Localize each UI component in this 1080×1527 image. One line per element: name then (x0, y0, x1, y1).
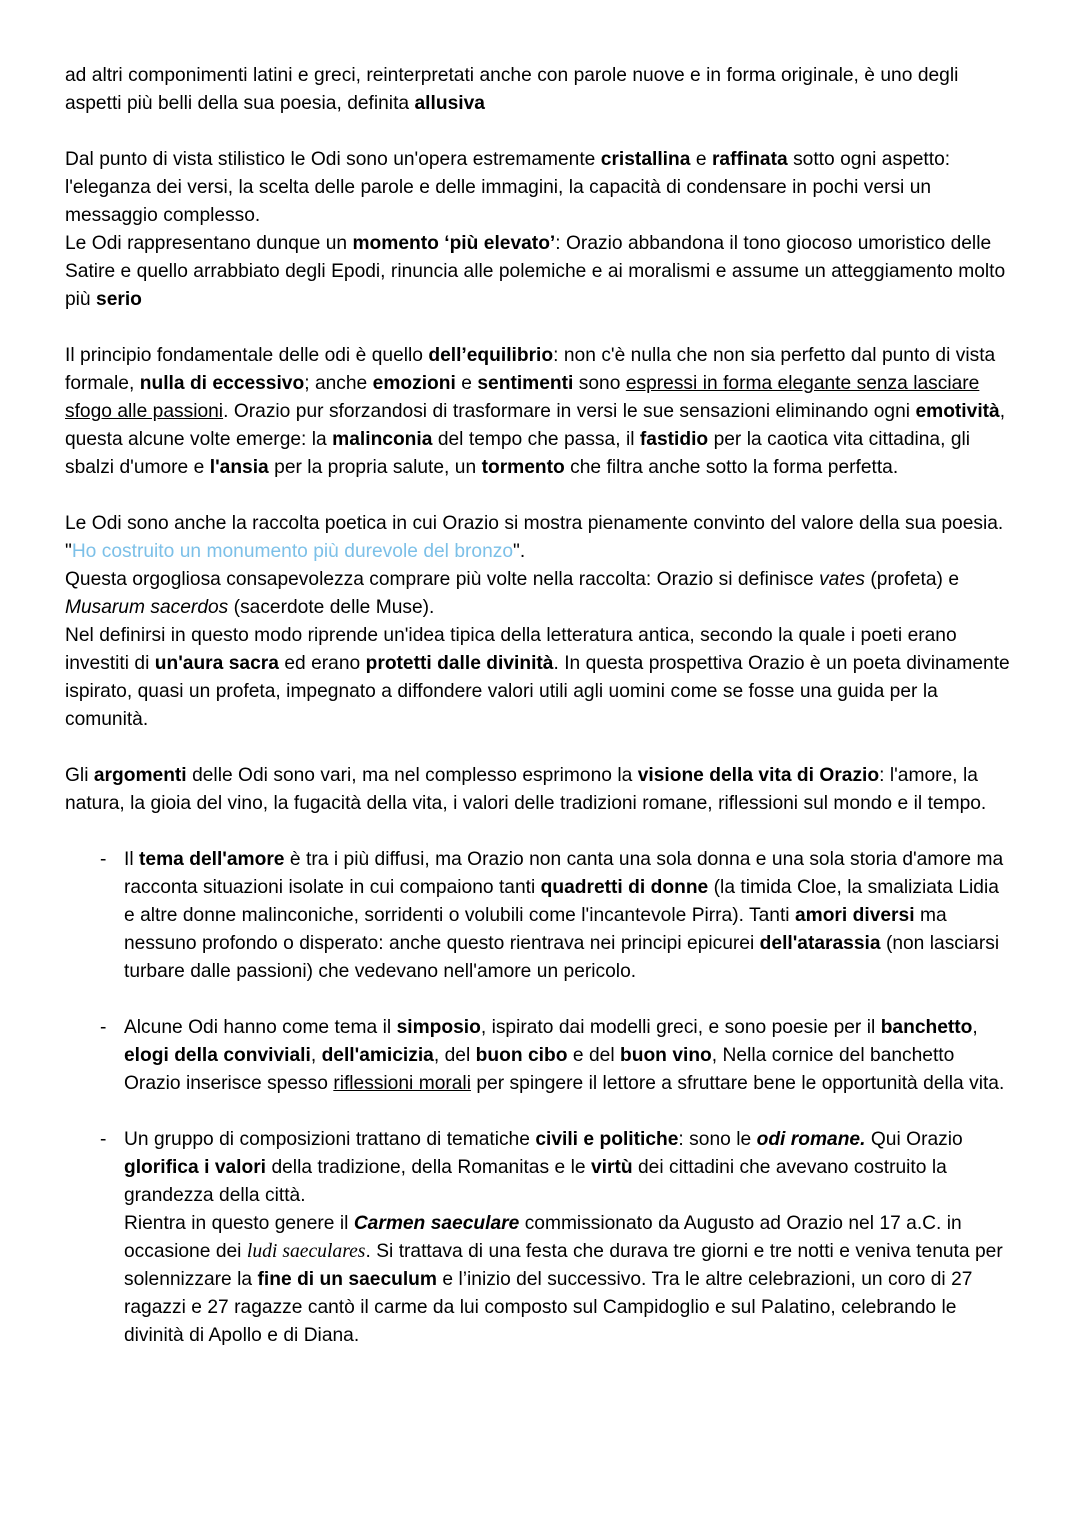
paragraph-spacer (65, 818, 1010, 846)
b2-text-6: e del (567, 1045, 621, 1066)
b2-text-3: , (972, 1017, 978, 1038)
p3-emphasis-emozioni: emozioni (372, 373, 456, 394)
b3-emphasis-civili-politiche: civili e politiche (535, 1129, 679, 1150)
b2-text-7: , Nella cornice del banchetto Orazio inserisce spesso (124, 1045, 955, 1094)
b2-text-4: , (310, 1045, 322, 1066)
p3-text-6: . Orazio pur sforzandosi di trasformare in versi le sue sensazioni eliminando ogni (223, 401, 916, 422)
b3-emphasis-carmen-saeculare: Carmen saeculare (353, 1213, 520, 1234)
p5-text-2: delle Odi sono vari, ma nel complesso esprimono la (186, 765, 638, 786)
b2-text-1: Alcune Odi hanno come tema il (124, 1017, 397, 1038)
paragraph-spacer (65, 734, 1010, 762)
b2-text-5: , del (433, 1045, 476, 1066)
p3-text-10: per la propria salute, un (268, 457, 482, 478)
b2-emphasis-amicizia: dell'amicizia (321, 1045, 434, 1066)
p3-text-5: sono (573, 373, 626, 394)
b2-emphasis-buon-vino: buon vino (620, 1045, 712, 1066)
b3-text-1: Un gruppo di composizioni trattano di tematiche (124, 1129, 536, 1150)
list-spacer (65, 1098, 1010, 1126)
p3-underline-espressi: espressi in forma elegante senza lasciare sfogo alle passioni (65, 373, 980, 422)
p4-text-3: Questa orgogliosa consapevolezza comprare più volte nella raccolta: Orazio si definisce (65, 569, 820, 590)
p2-text-5: : Orazio abbandona il tono giocoso umoristico delle Satire e quello arrabbiato degli Epodi, rinuncia alle polemiche e ai moralismi e assume un atteggiamento molto più (65, 233, 1006, 310)
paragraph-spacer (65, 118, 1010, 146)
p4-text-7: ed erano (278, 653, 366, 674)
paragraph-stile (65, 146, 1010, 314)
paragraph-argomenti (65, 762, 1010, 818)
p3-text-2: : non c'è nulla che non sia perfetto dal punto di vista formale, (65, 345, 996, 394)
p3-emphasis-sentimenti: sentimenti (477, 373, 574, 394)
p1-emphasis-allusiva: allusiva (414, 93, 485, 114)
p4-text-4: (profeta) e (864, 569, 960, 590)
p3-text-4: e (455, 373, 478, 394)
themes-list (65, 846, 1010, 1350)
p5-emphasis-argomenti: argomenti (93, 765, 187, 786)
p3-emphasis-malinconia: malinconia (332, 429, 433, 450)
b2-text-8: per spingere il lettore a sfruttare bene le opportunità della vita. (470, 1073, 1005, 1094)
p4-emphasis-aura-sacra: un'aura sacra (154, 653, 279, 674)
p4-emphasis-protetti-divinita: protetti dalle divinità (365, 653, 554, 674)
p2-emphasis-raffinata: raffinata (711, 149, 788, 170)
b3-emphasis-glorifica-valori: glorifica i valori (124, 1157, 267, 1178)
p5-emphasis-visione-vita: visione della vita di Orazio (637, 765, 880, 786)
list-item (65, 846, 1010, 986)
p4-text-1: Le Odi sono anche la raccolta poetica in cui Orazio si mostra pienamente convinto del valore della sua poesia. " (65, 513, 1004, 562)
paragraph-continuation (65, 62, 1010, 118)
list-item (65, 1126, 1010, 1350)
p2-emphasis-cristallina: cristallina (600, 149, 691, 170)
b1-text-5: (non lasciarsi turbare dalle passioni) che vedevano nell'amore un pericolo. (124, 933, 1000, 982)
p3-emphasis-ansia: l'ansia (209, 457, 269, 478)
highlighted-quote: Ho costruito un monumento più durevole del bronzo (71, 541, 514, 562)
b3-latin-ludi-saeculares: ludi saeculares (246, 1241, 366, 1262)
b2-emphasis-buon-cibo: buon cibo (475, 1045, 568, 1066)
b1-text-3: (la timida Cloe, la smaliziata Lidia e altre donne malinconiche, sorridenti o volubili come l'incantevole Pirra). Tanti (124, 877, 999, 926)
dash-bullet-icon: - (100, 1017, 107, 1038)
b3-text-4: della tradizione, della Romanitas e le (266, 1157, 591, 1178)
p2-text-4: Le Odi rappresentano dunque un (65, 233, 353, 254)
b3-emphasis-fine-saeculum: fine di un saeculum (257, 1269, 437, 1290)
b1-emphasis-quadretti-donne: quadretti di donne (540, 877, 709, 898)
b1-text-1: Il (124, 849, 140, 870)
p4-text-5: (sacerdote delle Muse). (228, 597, 435, 618)
paragraph-spacer (65, 482, 1010, 510)
p3-emphasis-fastidio: fastidio (639, 429, 709, 450)
b1-emphasis-tema-amore: tema dell'amore (139, 849, 285, 870)
b1-emphasis-amori-diversi: amori diversi (794, 905, 915, 926)
paragraph-monumento (65, 510, 1010, 734)
b2-emphasis-elogi-conviviali: elogi della conviviali (124, 1045, 311, 1066)
b2-underline-riflessioni-morali: riflessioni morali (333, 1073, 471, 1094)
p5-text-3: : l'amore, la natura, la gioia del vino, la fugacità della vita, i valori delle tradizioni romane, riflessioni sul mondo e il tempo. (65, 765, 987, 814)
p2-text-2: e (690, 149, 712, 170)
p1-line1: ad altri componimenti latini e greci, reinterpretati anche con parole nuove e in forma originale, è (65, 65, 875, 86)
p2-text-1: Dal punto di vista stilistico le Odi sono un'opera estremamente (65, 149, 601, 170)
b2-text-2: , ispirato dai modelli greci, e sono poesie per il (480, 1017, 881, 1038)
p2-emphasis-serio: serio (96, 289, 142, 310)
p1-line2-text: uno degli aspetti più belli della sua poesia, definita (65, 65, 959, 114)
list-item (65, 1014, 1010, 1098)
p3-emphasis-equilibrio: dell’equilibrio (428, 345, 554, 366)
b3-emphasis-virtu: virtù (590, 1157, 633, 1178)
list-spacer (65, 986, 1010, 1014)
p2-text-3: sotto ogni aspetto: l'eleganza dei versi, la scelta delle parole e delle immagini, la capacità di condensare in pochi versi un messaggio complesso. (65, 149, 951, 226)
b3-text-2: : sono le (678, 1129, 757, 1150)
b3-text-9: e l’inizio del successivo. Tra le altre celebrazioni, un coro di 27 ragazzi e 27 ragazze cantò il carme da lui composto sul Campidoglio e sul Palatino, celebrando le divinità di Apollo e di Diana. (124, 1269, 973, 1346)
p3-text-9: per la caotica vita cittadina, gli sbalzi d'umore e (65, 429, 971, 478)
dash-bullet-icon: - (100, 1129, 107, 1150)
p2-emphasis-momento: momento ‘più elevato’ (352, 233, 556, 254)
p3-text-7: , questa alcune volte emerge: la (65, 401, 1006, 450)
p3-text-3: ; anche (304, 373, 373, 394)
p4-text-8: . In questa prospettiva Orazio è un poeta divinamente ispirato, quasi un profeta, impegnato a diffondere valori utili agli uomini come se fosse una guida per la comunità. (65, 653, 1010, 730)
b2-emphasis-banchetto: banchetto (880, 1017, 973, 1038)
p5-text-1: Gli (65, 765, 94, 786)
p3-emphasis-tormento: tormento (481, 457, 565, 478)
document-body (65, 62, 1010, 1350)
paragraph-spacer (65, 314, 1010, 342)
p3-text-8: del tempo che passa, il (432, 429, 640, 450)
p4-text-2: ". (513, 541, 526, 562)
b3-text-6: Rientra in questo genere il (124, 1213, 354, 1234)
p3-emphasis-nulla-eccessivo: nulla di eccessivo (139, 373, 305, 394)
paragraph-equilibrio (65, 342, 1010, 482)
b3-emphasis-odi-romane: odi romane. (756, 1129, 866, 1150)
p4-italic-vates: vates (819, 569, 865, 590)
b3-text-7: commissionato da Augusto ad Orazio nel 17 a.C. in occasione dei (124, 1213, 962, 1262)
p3-text-1: Il principio fondamentale delle odi è quello (65, 345, 429, 366)
p4-text-6: Nel definirsi in questo modo riprende un'idea tipica della letteratura antica, secondo la quale i poeti erano investiti di (65, 625, 957, 674)
p3-text-11: che filtra anche sotto la forma perfetta. (564, 457, 899, 478)
b1-emphasis-atarassia: dell'atarassia (759, 933, 881, 954)
b3-text-5: dei cittadini che avevano costruito la grandezza della città. (124, 1157, 947, 1206)
b1-text-4: ma nessuno profondo o disperato: anche questo rientrava nei principi epicurei (124, 905, 947, 954)
b3-text-8: . Si trattava di una festa che durava tre giorni e tre notti e veniva tenuta per solennizzare la (124, 1241, 1003, 1290)
b2-emphasis-simposio: simposio (396, 1017, 481, 1038)
b1-text-2: è tra i più diffusi, ma Orazio non canta una sola donna e una sola storia d'amore ma racconta situazioni isolate in cui compaiono tanti (124, 849, 1004, 898)
b3-text-3: Qui Orazio (865, 1129, 963, 1150)
dash-bullet-icon: - (100, 849, 107, 870)
p4-italic-musarum-sacerdos: Musarum sacerdos (65, 597, 229, 618)
p3-emphasis-emotivita: emotività (915, 401, 1000, 422)
